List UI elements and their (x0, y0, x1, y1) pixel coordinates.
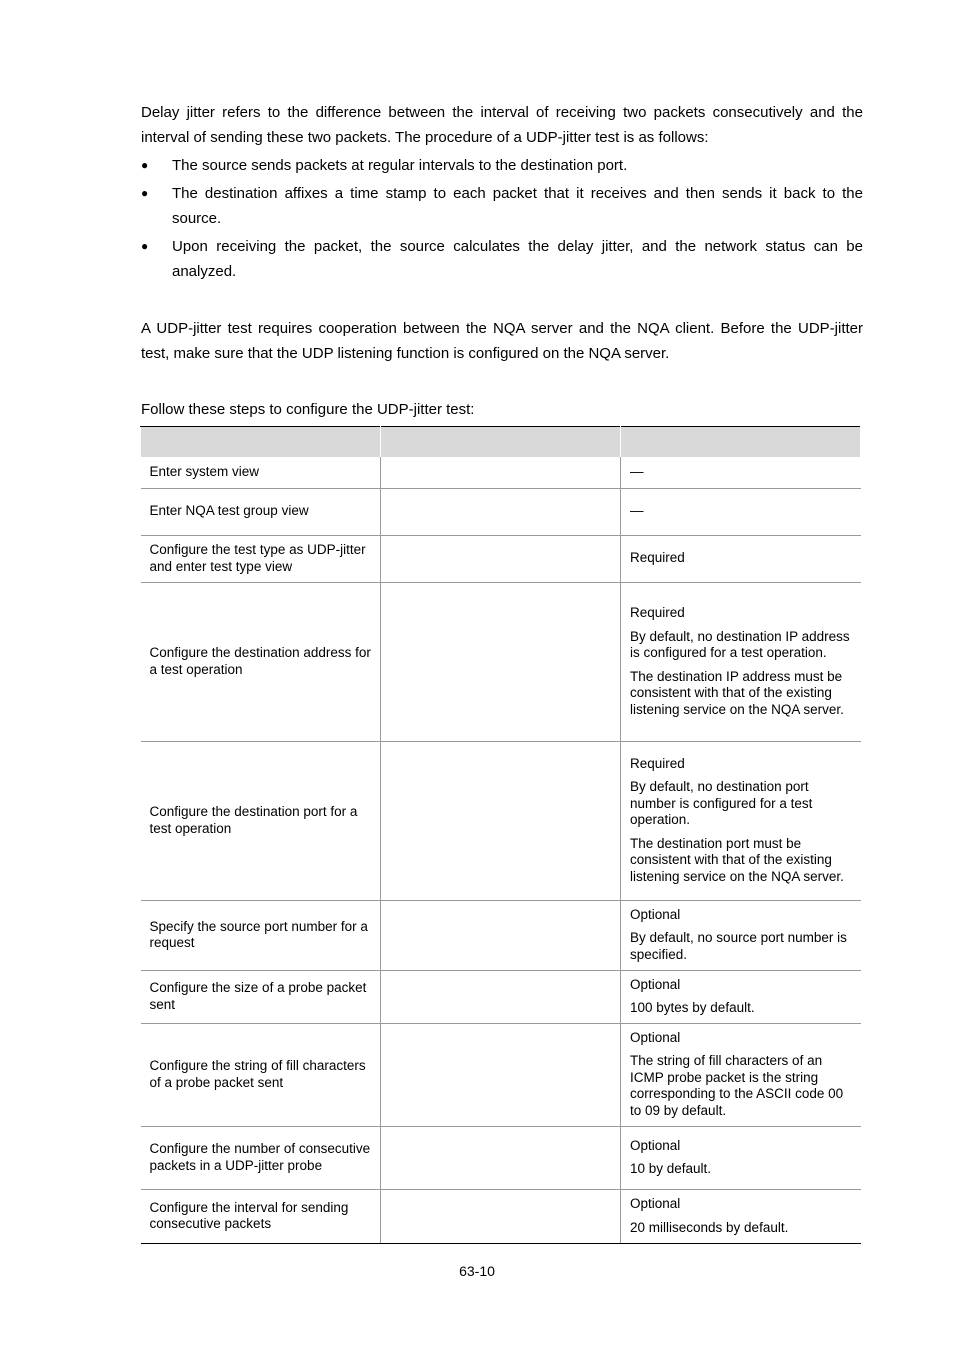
step-remarks-cell (621, 900, 861, 970)
table-row (141, 741, 861, 900)
requirement-paragraph: A UDP-jitter test requires cooperation between the NQA server and the NQA client. Before the UDP-jitter test, make sure that the UDP listening function is configured on the NQA server. (141, 320, 863, 362)
step-command-cell (381, 1189, 621, 1243)
config-steps-table (140, 426, 861, 1244)
table-row (141, 970, 861, 1023)
step-command-cell (381, 741, 621, 900)
step-remarks-cell (621, 535, 861, 582)
intro-paragraph: Delay jitter refers to the difference between the interval of receiving two packets consecutively and the interval of sending these two packets. The procedure of a UDP-jitter test is as follows: (141, 104, 863, 146)
remark-text: Optional (630, 976, 681, 992)
step-remarks-cell (621, 741, 861, 900)
step-command-cell (381, 582, 621, 741)
step-command-cell (381, 535, 621, 582)
remark-text: Optional (630, 1196, 681, 1211)
remark-text: Optional (630, 906, 681, 922)
step-action-cell: Configure the number of consecutive packets in a UDP-jitter probe (141, 1126, 381, 1189)
bullet-item (141, 234, 863, 284)
steps-intro: Follow these steps to configure the UDP-jitter test: (141, 401, 475, 418)
step-remarks-cell (621, 1189, 861, 1243)
remark-text: 10 by default. (630, 1161, 712, 1176)
step-command-cell (381, 1126, 621, 1189)
step-remarks-cell (621, 1126, 861, 1189)
step-action-cell: Configure the destination port for a test operation (141, 741, 381, 900)
step-action-cell: Enter system view (141, 457, 381, 488)
step-command-cell (381, 900, 621, 970)
table-row (141, 457, 861, 488)
bullet-item (141, 181, 863, 231)
step-action-cell: Configure the size of a probe packet sent (141, 970, 381, 1023)
table-row (141, 900, 861, 970)
step-command-cell (381, 488, 621, 535)
remark-text: — (630, 464, 644, 479)
step-command-cell (381, 457, 621, 488)
bullet-icon: ● (141, 239, 149, 253)
step-remarks-cell (621, 1023, 861, 1126)
bullet-icon: ● (141, 186, 149, 200)
bullet-text: The source sends packets at regular intervals to the destination port. (172, 157, 628, 174)
table-row (141, 1126, 861, 1189)
bullet-item (141, 153, 863, 178)
step-command-cell (381, 970, 621, 1023)
remark-text: 100 bytes by default. (630, 1000, 755, 1015)
table-row (141, 582, 861, 741)
remark-text: By default, no destination port number is configured for a test operation. (630, 779, 813, 828)
bullet-text: The destination affixes a time stamp to each packet that it receives and then sends it back to the source. (172, 185, 863, 227)
step-action-cell: Configure the test type as UDP-jitter and enter test type view (141, 535, 381, 582)
step-action-cell: Configure the string of fill characters of a probe packet sent (141, 1023, 381, 1126)
remark-text: The destination IP address must be consistent with that of the existing listening service on the NQA server. (630, 668, 844, 717)
step-remarks-cell (621, 488, 861, 535)
remark-text: Required (630, 550, 685, 566)
table-row (141, 535, 861, 582)
remark-text: Optional (630, 1029, 681, 1045)
step-action-cell: Configure the interval for sending consecutive packets (141, 1189, 381, 1243)
remark-text: By default, no source port number is specified. (630, 930, 847, 962)
step-action-cell: Enter NQA test group view (141, 488, 381, 535)
bullet-text: Upon receiving the packet, the source calculates the delay jitter, and the network status can be analyzed. (172, 238, 863, 280)
step-remarks-cell (621, 582, 861, 741)
table-row (141, 488, 861, 535)
remark-text: Optional (630, 1137, 681, 1153)
page-number: 63-10 (459, 1263, 495, 1279)
remark-text: Required (630, 605, 685, 620)
header-cell-command (381, 427, 621, 458)
header-cell-remarks (621, 427, 861, 458)
remark-text: — (630, 503, 644, 519)
remark-text: By default, no destination IP address is configured for a test operation. (630, 628, 850, 660)
step-command-cell (381, 1023, 621, 1126)
step-remarks-cell (621, 970, 861, 1023)
remark-text: The destination port must be consistent with that of the existing listening service on the NQA server. (630, 835, 844, 884)
remark-text: The string of fill characters of an ICMP probe packet is the string corresponding to the ASCII code 00 to 09 by default. (630, 1053, 844, 1118)
table-header-row (141, 427, 861, 458)
step-action-cell: Configure the destination address for a test operation (141, 582, 381, 741)
table-row (141, 1023, 861, 1126)
step-remarks-cell (621, 457, 861, 488)
step-action-cell: Specify the source port number for a request (141, 900, 381, 970)
remark-text: 20 milliseconds by default. (630, 1219, 789, 1235)
table-row (141, 1189, 861, 1243)
remark-text: Required (630, 755, 685, 771)
bullet-icon: ● (141, 158, 149, 172)
header-cell-action (141, 427, 381, 458)
